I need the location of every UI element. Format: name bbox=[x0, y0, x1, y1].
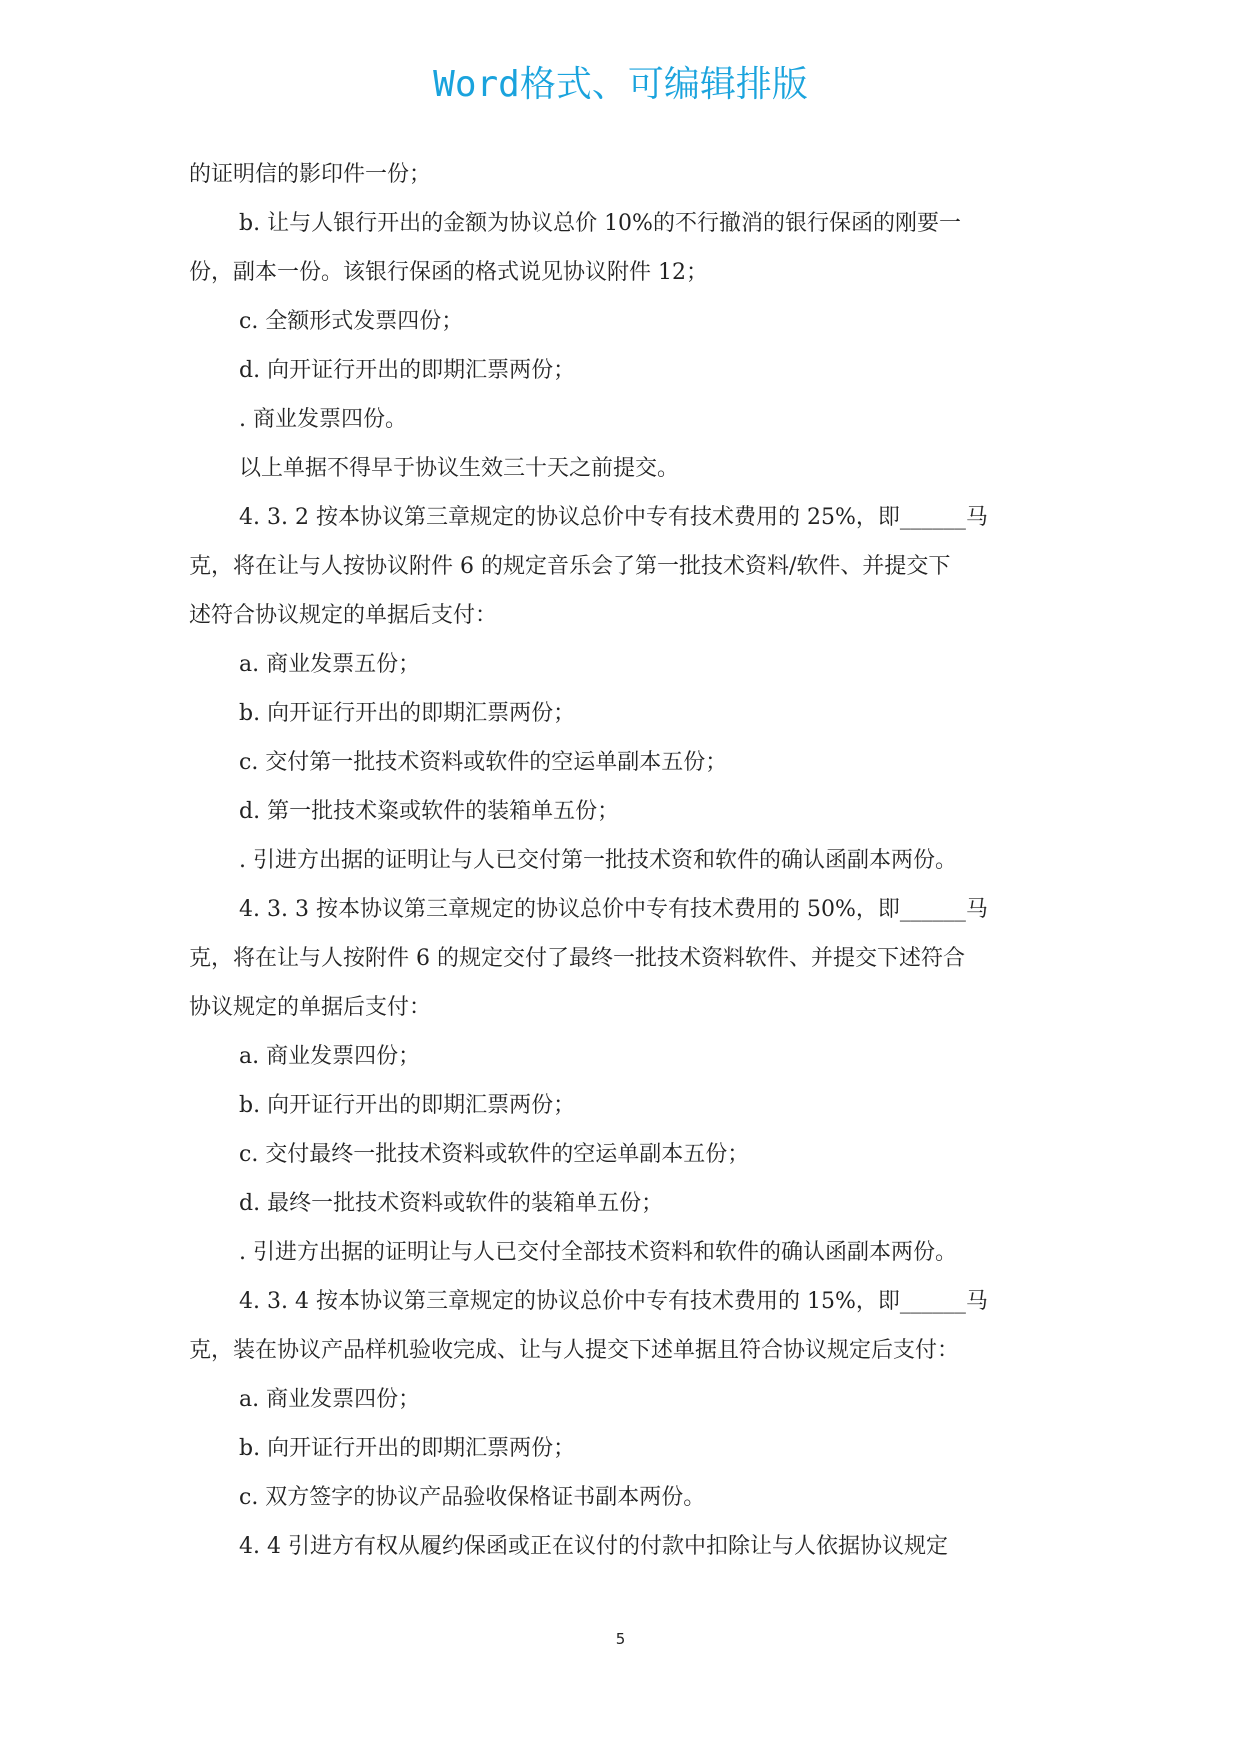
text-line: c. 交付最终一批技术资料或软件的空运单副本五份； bbox=[239, 1142, 750, 1167]
text-line: 克，将在让与人按协议附件 6 的规定音乐会了第一批技术资料/软件、并提交下 bbox=[189, 554, 951, 579]
text-line: 份，副本一份。该银行保函的格式说见协议附件 12； bbox=[189, 260, 708, 285]
text-line: a. 商业发票四份； bbox=[239, 1044, 421, 1069]
text-line: 克，将在让与人按附件 6 的规定交付了最终一批技术资料软件、并提交下述符合 bbox=[189, 946, 965, 971]
text-line: a. 商业发票四份； bbox=[239, 1387, 421, 1412]
text-line: 以上单据不得早于协议生效三十天之前提交。 bbox=[239, 456, 680, 481]
text-line: b. 向开证行开出的即期汇票两份； bbox=[239, 1436, 576, 1461]
text-line: 克，装在协议产品样机验收完成、让与人提交下述单据且符合协议规定后支付： bbox=[189, 1338, 960, 1363]
text-line: c. 全额形式发票四份； bbox=[239, 309, 464, 334]
text-line: 4. 3. 4 按本协议第三章规定的协议总价中专有技术费用的 15%，即______马 bbox=[239, 1289, 988, 1314]
text-line: . 引进方出据的证明让与人已交付第一批技术资和软件的确认函副本两份。 bbox=[239, 848, 957, 873]
text-line: . 商业发票四份。 bbox=[239, 407, 407, 432]
text-line: 4. 3. 2 按本协议第三章规定的协议总价中专有技术费用的 25%，即______马 bbox=[239, 505, 988, 530]
text-line: d. 第一批技术粢或软件的装箱单五份； bbox=[239, 799, 620, 824]
text-line: 的证明信的影印件一份； bbox=[189, 162, 432, 187]
text-line: c. 交付第一批技术资料或软件的空运单副本五份； bbox=[239, 750, 728, 775]
text-line: 协议规定的单据后支付： bbox=[189, 995, 432, 1020]
text-line: 4. 3. 3 按本协议第三章规定的协议总价中专有技术费用的 50%，即______马 bbox=[239, 897, 988, 922]
page-number: 5 bbox=[615, 1630, 626, 1648]
text-line: b. 向开证行开出的即期汇票两份； bbox=[239, 1093, 576, 1118]
text-line: . 引进方出据的证明让与人已交付全部技术资料和软件的确认函副本两份。 bbox=[239, 1240, 957, 1265]
text-line: b. 让与人银行开出的金额为协议总价 10%的不行撤消的银行保函的刚要一 bbox=[239, 211, 961, 236]
text-line: 4. 4 引进方有权从履约保函或正在议付的付款中扣除让与人依据协议规定 bbox=[239, 1534, 948, 1559]
text-line: c. 双方签字的协议产品验收保格证书副本两份。 bbox=[239, 1485, 706, 1510]
text-line: a. 商业发票五份； bbox=[239, 652, 421, 677]
text-line: 述符合协议规定的单据后支付： bbox=[189, 603, 498, 628]
text-line: b. 向开证行开出的即期汇票两份； bbox=[239, 701, 576, 726]
document-body bbox=[189, 150, 1059, 1571]
page-header: Word格式、可编辑排版 bbox=[433, 64, 808, 105]
text-line: d. 最终一批技术资料或软件的装箱单五份； bbox=[239, 1191, 664, 1216]
text-line: d. 向开证行开出的即期汇票两份； bbox=[239, 358, 576, 383]
